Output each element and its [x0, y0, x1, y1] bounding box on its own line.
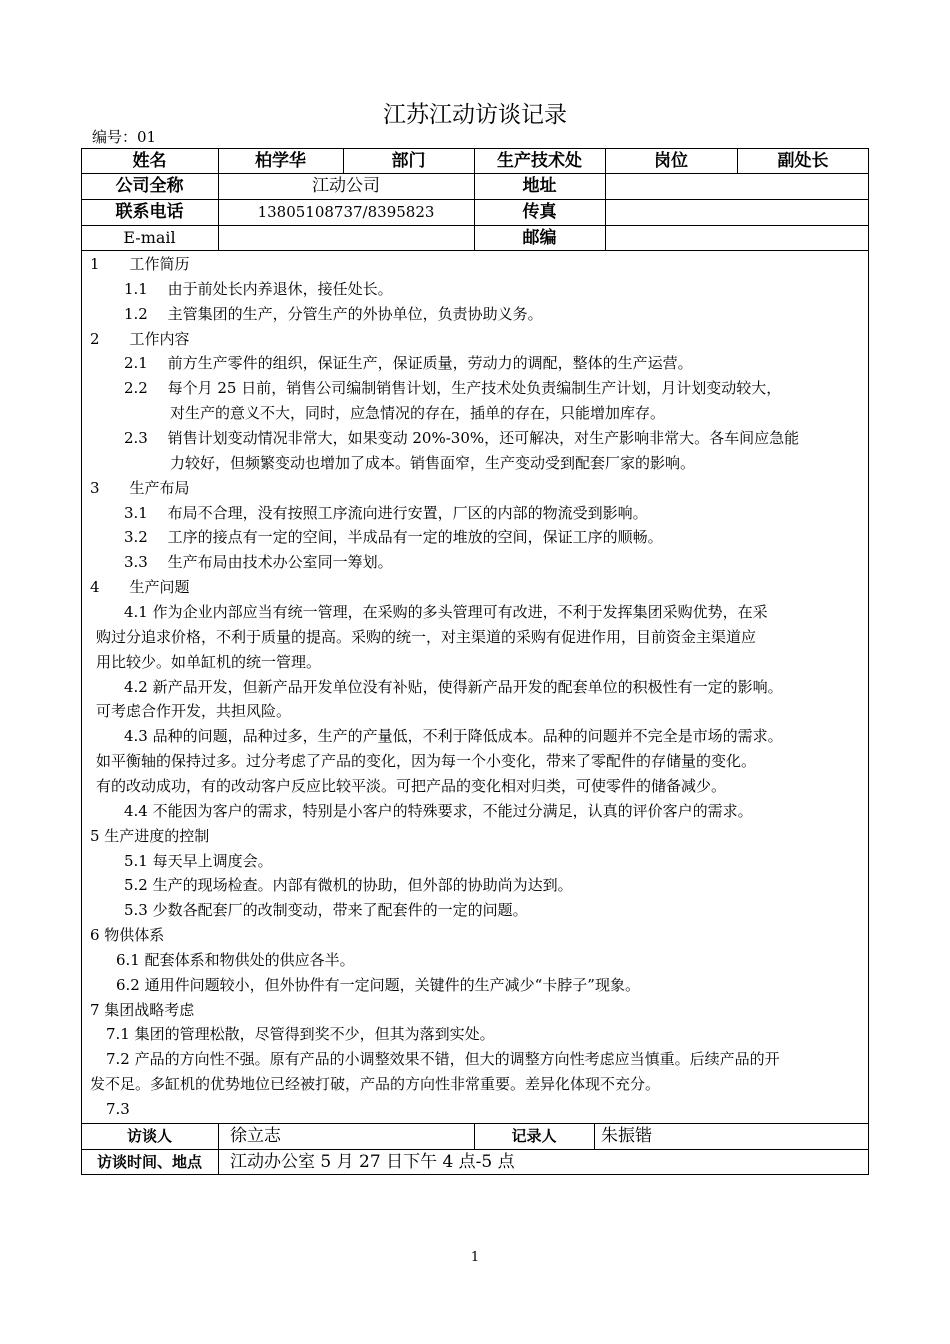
company-value: 江动公司	[312, 176, 380, 196]
content-line: 发不足。多缸机的优势地位已经被打破，产品的方向性非常重要。差异化体现不充分。	[90, 1075, 661, 1093]
content-line: 有的改动成功，有的改动客户反应比较平淡。可把产品的变化相对归类，可使零件的储备减少。	[96, 777, 727, 795]
content-line: 3.1 布局不合理，没有按照工序流向进行安置，厂区的内部的物流受到影响。	[124, 504, 648, 522]
content-line: 对生产的意义不大，同时，应急情况的存在，插单的存在，只能增加库存。	[170, 404, 666, 422]
content-line: 1.1 由于前处长内养退休，接任处长。	[124, 280, 393, 298]
interviewer-value: 徐立志	[230, 1126, 281, 1146]
address-value	[605, 174, 869, 198]
content-line: 2.2 每个月 25 日前，销售公司编制销售计划，生产技术处负责编制生产计划，月计划变动较大，	[124, 379, 782, 397]
content-line: 用比较少。如单缸机的统一管理。	[96, 653, 322, 671]
company-label: 公司全称	[115, 176, 184, 196]
content-line: 6.1 配套体系和物供处的供应各半。	[116, 951, 355, 969]
recorder-value: 朱振锴	[601, 1126, 652, 1146]
page-number: 1	[470, 1250, 480, 1265]
name-value: 柏学华	[255, 151, 306, 171]
content-line: 7.2 产品的方向性不强。原有产品的小调整效果不错，但大的调整方向性考虑应当慎重。后续产品的开	[106, 1050, 780, 1068]
content-line: 5.3 少数各配套厂的改制变动，带来了配套件的一定的问题。	[124, 901, 528, 919]
fax-label: 传真	[522, 202, 557, 222]
row-divider	[81, 250, 869, 251]
content-line: 4.2 新产品开发，但新产品开发单位没有补贴，使得新产品开发的配套单位的积极性有一定的影响。	[124, 678, 783, 696]
content-line: 4.3 品种的问题，品种过多，生产的产量低，不利于降低成本。品种的问题并不完全是市场的需求。	[124, 727, 783, 745]
content-line: 购过分追求价格，不利于质量的提高。采购的统一，对主渠道的采购有促进作用，目前资金主渠道应	[96, 628, 757, 646]
content-line: 可考虑合作开发，共担风险。	[96, 702, 292, 720]
time-place-label: 访谈时间、地点	[96, 1153, 202, 1171]
content-line: 7.3	[106, 1100, 130, 1118]
name-label: 姓名	[132, 151, 167, 171]
section-heading: 2 工作内容	[90, 330, 190, 348]
content-line: 4.4 不能因为客户的需求，特别是小客户的特殊要求，不能过分满足，认真的评价客户的需求。	[124, 802, 753, 820]
position-label: 岗位	[654, 151, 688, 171]
address-label: 地址	[522, 176, 557, 196]
section-heading: 3 生产布局	[90, 479, 190, 497]
email-value	[218, 226, 474, 250]
content-line: 如平衡轴的保持过多。过分考虑了产品的变化，因为每一个小变化，带来了零配件的存储量的变化。	[96, 752, 757, 770]
email-label: E-mail	[123, 228, 176, 247]
time-place-value: 江动办公室 5 月 27 日下午 4 点-5 点	[230, 1152, 515, 1172]
phone-label: 联系电话	[115, 202, 184, 222]
department-value: 生产技术处	[497, 151, 582, 171]
fax-value	[605, 200, 869, 224]
section-heading: 7 集团战略考虑	[90, 1001, 195, 1019]
section-heading: 1 工作简历	[90, 255, 190, 273]
content-line: 3.3 生产布局由技术办公室同一筹划。	[124, 553, 393, 571]
section-heading: 6 物供体系	[90, 926, 165, 944]
content-line: 2.1 前方生产零件的组织，保证生产，保证质量，劳动力的调配，整体的生产运营。	[124, 354, 693, 372]
content-line: 5.1 每天早上调度会。	[124, 852, 273, 870]
content-line: 力较好，但频繁变动也增加了成本。销售面窄，生产变动受到配套厂家的影响。	[170, 454, 696, 472]
content-line: 4.1 作为企业内部应当有统一管理，在采购的多头管理可有改进，不利于发挥集团采购优势，在采	[124, 603, 768, 621]
content-line: 3.2 工序的接点有一定的空间，半成品有一定的堆放的空间，保证工序的顺畅。	[124, 528, 663, 546]
content-line: 7.1 集团的管理松散，尽管得到奖不少，但其为落到实处。	[106, 1025, 495, 1043]
department-label: 部门	[391, 151, 426, 171]
zip-value	[605, 226, 869, 250]
phone-value: 13805108737/8395823	[257, 203, 435, 221]
document-number: 编号：01	[92, 128, 157, 146]
position-value: 副处长	[777, 151, 829, 171]
recorder-label: 记录人	[511, 1127, 557, 1145]
content-line: 1.2 主管集团的生产，分管生产的外协单位，负责协助义务。	[124, 305, 543, 323]
content-line: 6.2 通用件问题较小，但外协件有一定问题，关键件的生产减少“卡脖子”现象。	[116, 976, 640, 994]
interviewer-label: 访谈人	[126, 1127, 172, 1145]
section-heading: 5 生产进度的控制	[90, 827, 210, 845]
section-heading: 4 生产问题	[90, 578, 190, 596]
page-title: 江苏江动访谈记录	[383, 102, 567, 128]
content-line: 5.2 生产的现场检查。内部有微机的协助，但外部的协助尚为达到。	[124, 876, 573, 894]
zip-label: 邮编	[522, 228, 557, 248]
col-divider	[594, 1123, 595, 1149]
col-divider	[218, 1123, 219, 1175]
content-line: 2.3 销售计划变动情况非常大，如果变动 20%-30%，还可解决，对生产影响非常大。各车间应急能	[124, 429, 800, 447]
